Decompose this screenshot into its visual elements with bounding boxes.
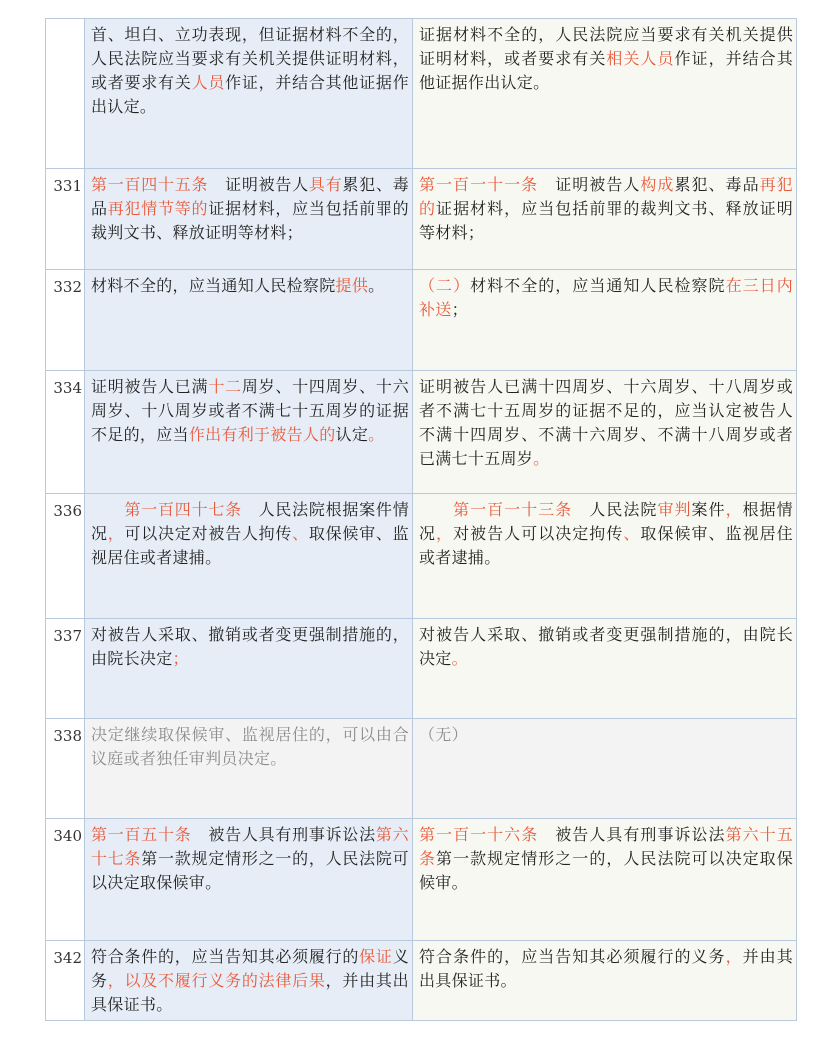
old-text-cell — [85, 270, 413, 371]
changed-text: 第一百一十三条 — [453, 500, 573, 519]
changed-text: ， — [725, 947, 743, 966]
changed-text: 再犯情节等的 — [107, 199, 209, 218]
changed-text: 。 — [533, 449, 550, 468]
text-segment: 对被告人采取、撤销或者变更强制措施的，由院长决定 — [419, 625, 793, 668]
changed-text: 第一百一十一条 — [419, 175, 539, 194]
table-row — [46, 719, 797, 819]
text-segment: 符合条件的，应当告知其必须履行的义务 — [419, 947, 726, 966]
text-segment: 人民法院 — [572, 500, 658, 519]
text-segment: 第一款规定情形之一的，人民法院可以决定取保候审。 — [419, 849, 793, 892]
old-text-cell — [85, 719, 413, 819]
old-text-cell — [85, 619, 413, 719]
old-text-cell — [85, 819, 413, 941]
new-text-cell — [413, 371, 797, 494]
text-segment — [91, 500, 125, 519]
text-segment: 证据材料不全的，人民法院应当要求有关机关提供证明材料，或者要求有关 — [419, 25, 793, 68]
text-segment: 认定 — [335, 425, 369, 444]
changed-text: 提供 — [335, 276, 369, 295]
comparison-table — [45, 18, 797, 1021]
row-number: 338 — [46, 719, 85, 819]
text-segment — [419, 500, 453, 519]
row-number: 342 — [46, 941, 85, 1021]
text-segment: 累犯、毒品 — [91, 175, 409, 218]
new-text-cell — [413, 619, 797, 719]
changed-text: 相关人员 — [606, 49, 675, 68]
changed-text: 。 — [368, 425, 385, 444]
changed-text: 第一百五十条 — [91, 825, 192, 844]
row-number: 334 — [46, 371, 85, 494]
table-row — [46, 819, 797, 941]
text-segment: 证明被告人 — [538, 175, 641, 194]
text-segment: ，并由其出具保证书。 — [91, 971, 409, 1014]
text-segment: 证明被告人已满十四周岁、十六周岁、十八周岁或者不满七十五周岁的证据不足的，应当认定被告人不满十四周岁、不满十六周岁、不满十八周岁或者已满七十五周岁 — [419, 377, 793, 468]
changed-text: 在三日内补送 — [419, 276, 793, 319]
text-segment: 第一款规定情形之一的，人民法院可以决定取保候审。 — [91, 849, 409, 892]
row-number: 336 — [46, 494, 85, 619]
text-segment: 周岁、十四周岁、十六周岁、十八周岁或者不满七十五周岁的证据不足的，应当 — [91, 377, 409, 444]
new-text-cell — [413, 941, 797, 1021]
changed-text: ，以及不履行义务的法律后果 — [107, 971, 326, 990]
text-segment: 证据材料，应当包括前罪的裁判文书、释放证明等材料； — [419, 199, 793, 242]
text-segment: 取保候审、监视居住或者逮捕。 — [419, 524, 793, 567]
row-number: 331 — [46, 169, 85, 270]
row-number: 332 — [46, 270, 85, 371]
old-text-cell — [85, 169, 413, 270]
old-text-cell — [85, 941, 413, 1021]
text-segment: 义务 — [91, 947, 409, 990]
changed-text: ， — [107, 524, 125, 543]
text-segment: 对被告人可以决定拘传 — [453, 524, 624, 543]
text-segment: 证明被告人已满 — [91, 377, 209, 396]
old-text-cell — [85, 494, 413, 619]
table-row — [46, 169, 797, 270]
changed-text: 构成 — [640, 175, 675, 194]
table-row — [46, 941, 797, 1021]
new-text-cell — [413, 19, 797, 169]
text-segment: 被告人具有刑事诉讼法 — [191, 825, 376, 844]
new-text-cell — [413, 169, 797, 270]
table-row — [46, 270, 797, 371]
text-segment: 证据材料，应当包括前罪的裁判文书、释放证明等材料； — [91, 199, 409, 242]
table-row — [46, 619, 797, 719]
row-number: 337 — [46, 619, 85, 719]
changed-text: 再犯的 — [419, 175, 793, 218]
changed-text: 。 — [451, 649, 468, 668]
table-row — [46, 19, 797, 169]
text-segment: 人民法院根据案件情况 — [91, 500, 409, 543]
changed-text: 作出有利于被告人的 — [188, 425, 336, 444]
text-segment: 决定继续取保候审、监视居住的，可以由合议庭或者独任审判员决定。 — [91, 725, 409, 768]
new-text-cell — [413, 819, 797, 941]
text-segment: 可以决定对被告人拘传 — [124, 524, 293, 543]
table-row — [46, 494, 797, 619]
changed-text: 第一百四十五条 — [91, 175, 209, 194]
text-segment: 。 — [368, 276, 385, 295]
changed-text: （二） — [419, 276, 471, 295]
text-segment: ； — [451, 300, 468, 319]
old-text-cell — [85, 19, 413, 169]
text-segment: 累犯、毒品 — [674, 175, 760, 194]
new-text-cell — [413, 270, 797, 371]
text-segment: 被告人具有刑事诉讼法 — [538, 825, 726, 844]
new-text-cell — [413, 494, 797, 619]
new-text-cell — [413, 719, 797, 819]
changed-text: 十二 — [208, 377, 242, 396]
changed-text: ； — [172, 649, 189, 668]
text-segment: 根据情况 — [419, 500, 793, 543]
changed-text: 、 — [292, 524, 309, 543]
text-segment: （无） — [419, 725, 468, 744]
changed-text: 第一百四十七条 — [124, 500, 242, 519]
text-segment: 材料不全的，应当通知人民检察院 — [91, 276, 336, 295]
table-row — [46, 371, 797, 494]
text-segment: 证明被告人 — [208, 175, 309, 194]
changed-text: 具有 — [308, 175, 343, 194]
changed-text: 、 — [623, 524, 641, 543]
text-segment: 首、坦白、立功表现，但证据材料不全的，人民法院应当要求有关机关提供证明材料，或者要求有关 — [91, 25, 409, 92]
text-segment: 符合条件的，应当告知其必须履行的 — [91, 947, 360, 966]
changed-text: ， — [725, 500, 743, 519]
text-segment: 取保候审、监视居住或者逮捕。 — [91, 524, 409, 567]
changed-text: 第六十五条 — [419, 825, 793, 868]
text-segment: 作证，并结合其他证据作出认定。 — [91, 73, 409, 116]
text-segment: 并由其出具保证书。 — [419, 947, 794, 990]
old-text-cell — [85, 371, 413, 494]
text-segment: 作证，并结合其他证据作出认定。 — [419, 49, 793, 92]
changed-text: ， — [436, 524, 454, 543]
text-segment: 材料不全的，应当通知人民检察院 — [470, 276, 726, 295]
text-segment: 案件 — [691, 500, 726, 519]
changed-text: 审判 — [657, 500, 692, 519]
changed-text: 第一百一十六条 — [419, 825, 539, 844]
changed-text: 人员 — [191, 73, 226, 92]
changed-text: 保证 — [359, 947, 393, 966]
row-number — [46, 19, 85, 169]
table-body — [46, 19, 797, 1021]
changed-text: 第六十七条 — [91, 825, 409, 868]
text-segment: 对被告人采取、撤销或者变更强制措施的，由院长决定 — [91, 625, 409, 668]
row-number: 340 — [46, 819, 85, 941]
